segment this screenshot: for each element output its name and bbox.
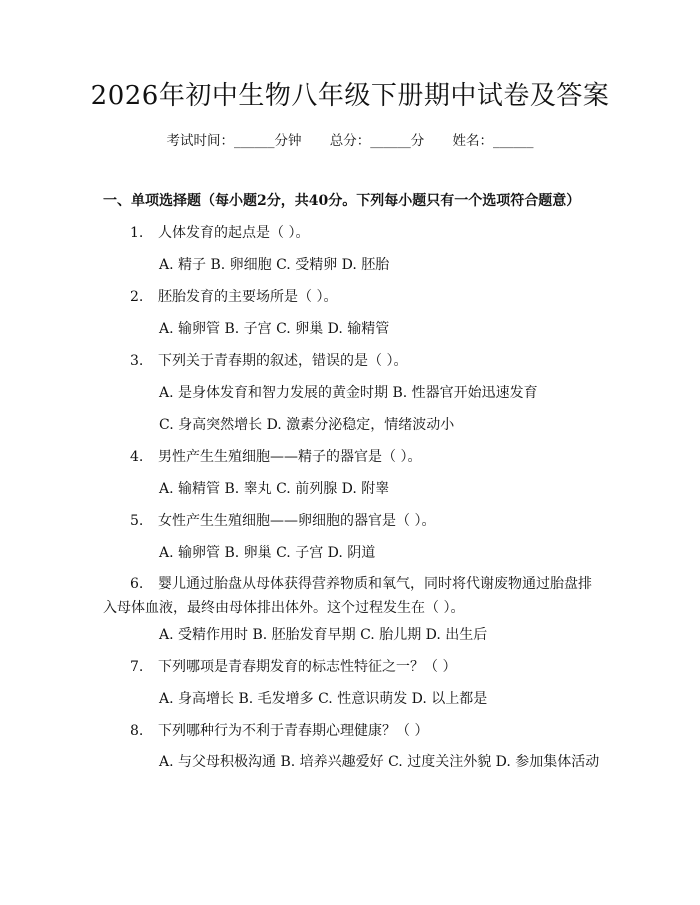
question-text: 婴儿通过胎盘从母体获得营养物质和氧气，同时将代谢废物通过胎盘排入母体血液，最终由母体排出体外。这个过程发生在（ ）。 bbox=[103, 576, 592, 616]
question-3-options-line-2: C. 身高突然增长 D. 激素分泌稳定，情绪波动小 bbox=[159, 417, 455, 433]
question-4-options: A. 输精管 B. 睾丸 C. 前列腺 D. 附睾 bbox=[159, 481, 390, 497]
question-5-options: A. 输卵管 B. 卵巢 C. 子宫 D. 阴道 bbox=[159, 545, 376, 561]
question-8 bbox=[130, 720, 428, 742]
question-7 bbox=[130, 656, 456, 678]
question-3-options-line-1: A. 是身体发育和智力发展的黄金时期 B. 性器官开始迅速发育 bbox=[159, 385, 538, 401]
question-8-options: A. 与父母积极沟通 B. 培养兴趣爱好 C. 过度关注外貌 D. 参加集体活动 bbox=[159, 754, 600, 770]
question-2 bbox=[130, 286, 337, 308]
question-text: 男性产生生殖细胞——精子的器官是（ ）。 bbox=[158, 449, 422, 465]
student-name-field: 姓名：______ bbox=[452, 133, 534, 149]
question-text: 人体发育的起点是（ ）。 bbox=[158, 225, 310, 241]
question-number: 1. bbox=[130, 225, 144, 241]
question-number: 3. bbox=[130, 353, 144, 369]
question-3 bbox=[130, 350, 407, 372]
question-5 bbox=[130, 510, 435, 532]
question-6-options: A. 受精作用时 B. 胚胎发育早期 C. 胎儿期 D. 出生后 bbox=[159, 627, 488, 643]
exam-time-field: 考试时间：______分钟 bbox=[166, 133, 302, 149]
question-2-options: A. 输卵管 B. 子宫 C. 卵巢 D. 输精管 bbox=[159, 321, 390, 337]
question-text: 胚胎发育的主要场所是（ ）。 bbox=[158, 289, 338, 305]
question-7-options: A. 身高增长 B. 毛发增多 C. 性意识萌发 D. 以上都是 bbox=[159, 691, 488, 707]
question-text: 下列哪项是青春期发育的标志性特征之一？（ ） bbox=[158, 659, 457, 675]
question-4 bbox=[130, 446, 421, 468]
exam-meta bbox=[0, 130, 700, 152]
question-text: 下列关于青春期的叙述，错误的是（ ）。 bbox=[158, 353, 408, 369]
question-text: 女性产生生殖细胞——卵细胞的器官是（ ）。 bbox=[158, 513, 436, 529]
question-1 bbox=[130, 222, 309, 244]
question-number: 5. bbox=[130, 513, 144, 529]
question-1-options: A. 精子 B. 卵细胞 C. 受精卵 D. 胚胎 bbox=[159, 257, 390, 273]
question-number: 4. bbox=[130, 449, 144, 465]
question-number: 6. bbox=[130, 576, 144, 592]
exam-score-field: 总分：______分 bbox=[329, 133, 425, 149]
question-number: 7. bbox=[130, 659, 144, 675]
page-title: 2026年初中生物八年级下册期中试卷及答案 bbox=[90, 81, 610, 111]
question-number: 8. bbox=[130, 723, 144, 739]
section-heading: 一、单项选择题（每小题2分，共40分。下列每小题只有一个选项符合题意） bbox=[103, 193, 581, 209]
question-text: 下列哪种行为不利于青春期心理健康？（ ） bbox=[158, 723, 429, 739]
question-6 bbox=[103, 572, 601, 620]
question-number: 2. bbox=[130, 289, 144, 305]
